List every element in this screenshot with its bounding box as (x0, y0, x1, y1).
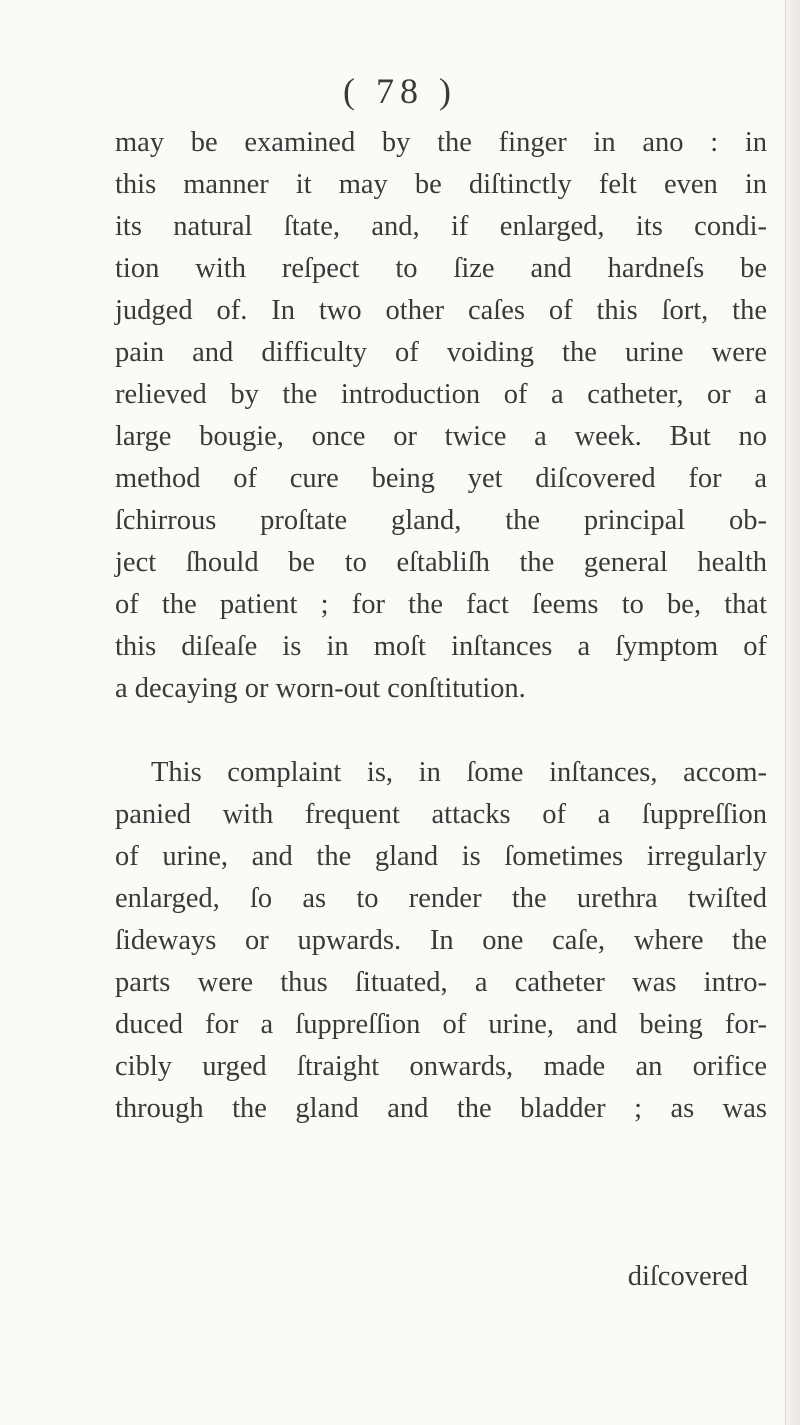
paragraph-1 (115, 122, 767, 710)
text-line: tion with reſpect to ſize and hardneſs be (115, 253, 767, 284)
text-line: relieved by the introduction of a catheter, or a (115, 379, 767, 410)
text-line: a decaying or worn-out conſtitution. (115, 673, 526, 704)
text-line: large bougie, once or twice a week. But no (115, 421, 767, 452)
text-line: through the gland and the bladder ; as was (115, 1093, 767, 1124)
text-line: panied with frequent attacks of a ſuppreſſion (115, 799, 767, 830)
text-line: may be examined by the finger in ano : in (115, 127, 767, 158)
text-line: ject ſhould be to eſtabliſh the general health (115, 547, 767, 578)
text-line: cibly urged ſtraight onwards, made an orifice (115, 1051, 767, 1082)
text-line: pain and difficulty of voiding the urine were (115, 337, 767, 368)
text-line: parts were thus ſituated, a catheter was intro- (115, 967, 767, 998)
page-number: ( 78 ) (343, 71, 457, 111)
text-line: of urine, and the gland is ſometimes irregularly (115, 841, 767, 872)
paragraph-2 (115, 752, 767, 1130)
text-line: duced for a ſuppreſſion of urine, and being for- (115, 1009, 767, 1040)
page-edge (785, 0, 800, 1425)
text-line: method of cure being yet diſcovered for a (115, 463, 767, 494)
text-line: ſchirrous proſtate gland, the principal ob- (115, 505, 767, 536)
text-line: This complaint is, in ſome inſtances, accom- (151, 757, 767, 788)
catchword: diſcovered (627, 1261, 748, 1292)
text-line: of the patient ; for the fact ſeems to be, that (115, 589, 767, 620)
text-line: judged of. In two other caſes of this ſort, the (115, 295, 767, 326)
text-line: its natural ſtate, and, if enlarged, its condi- (115, 211, 767, 242)
text-line: this manner it may be diſtinctly felt even in (115, 169, 767, 200)
text-line: ſideways or upwards. In one caſe, where the (115, 925, 767, 956)
text-line: enlarged, ſo as to render the urethra twiſted (115, 883, 767, 914)
text-line: this diſeaſe is in moſt inſtances a ſymptom of (115, 631, 767, 662)
